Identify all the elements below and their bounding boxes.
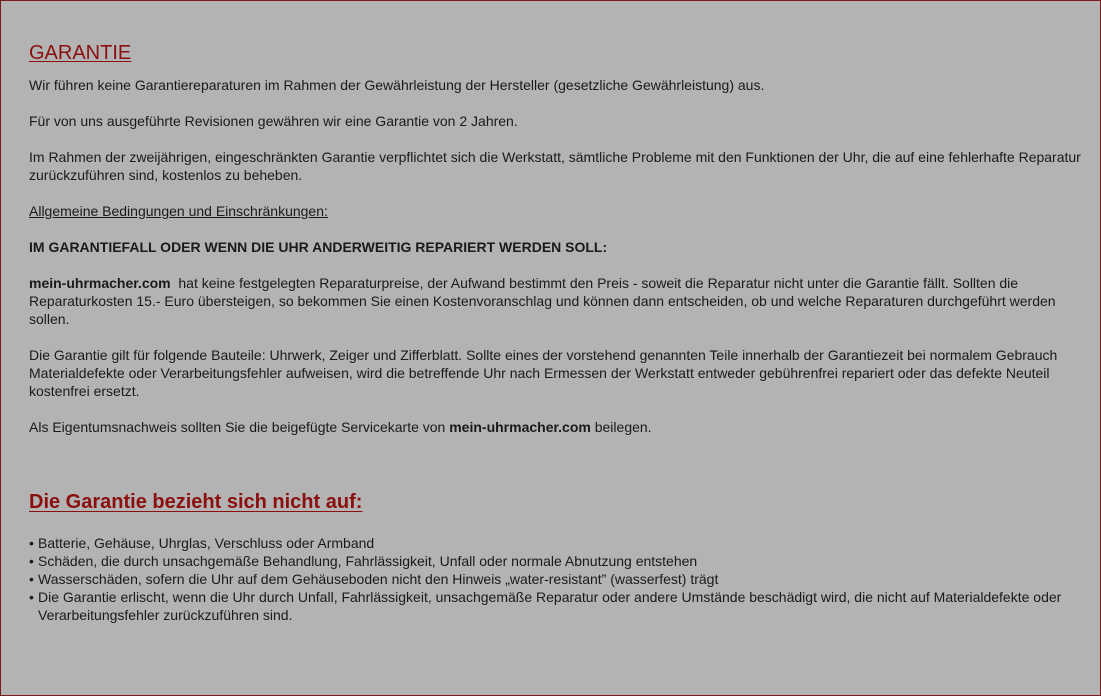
list-item: • Die Garantie erlischt, wenn die Uhr durch Unfall, Fahrlässigkeit, unsachgemäße Reparatur oder andere Umstände beschädigt wird, die nicht auf Materialdefekte oder Verarbeitungsfehler zurückzuführen sind. <box>29 588 1091 624</box>
warranty-case-heading: IM GARANTIEFALL ODER WENN DIE UHR ANDERWEITIG REPARIERT WERDEN SOLL: <box>29 239 608 255</box>
proof-text-after: beilegen. <box>590 419 652 435</box>
paragraph-two-year-warranty: Für von uns ausgeführte Revisionen gewähren wir eine Garantie von 2 Jahren. <box>29 113 518 129</box>
proof-text-before: Als Eigentumsnachweis sollten Sie die beigefügte Servicekarte von <box>29 419 450 435</box>
paragraph-limited-warranty: Im Rahmen der zweijährigen, eingeschränkten Garantie verpflichtet sich die Werkstatt, sämtliche Probleme mit den Funktionen der Uhr, die auf eine fehlerhafte Reparatur zurückzuführen sind, kostenlos zu beheben. <box>29 149 1081 183</box>
conditions-heading-text: Allgemeine Bedingungen und Einschränkungen: <box>29 203 328 219</box>
brand-name-inline: mein-uhrmacher.com <box>449 419 591 435</box>
paragraph-covered-parts: Die Garantie gilt für folgende Bauteile: Uhrwerk, Zeiger und Zifferblatt. Sollte eines der vorstehend genannten Teile innerhalb der Garantiezeit bei normalem Gebrauch Materialdefekte oder Verarbeitungsfehler aufweisen, wird die betreffende Uhr nach Ermessen der Werkstatt entweder gebührenfrei repariert oder das defekte Neuteil kostenfrei ersetzt. <box>29 347 1058 399</box>
exclusions-gap <box>29 514 1091 534</box>
paragraph-repair-prices-text: hat keine festgelegten Reparaturpreise, der Aufwand bestimmt den Preis - soweit die Reparatur nicht unter die Garantie fällt. Sollten die Reparaturkosten 15.- Euro übersteigen, so bekommen Sie einen Kostenvoranschlag und können dann entscheiden, ob und welche Reparaturen durchgeführt werden sollen. <box>29 275 1060 327</box>
list-item: • Wasserschäden, sofern die Uhr auf dem Gehäuseboden nicht den Hinweis „water-resistant” (wasserfest) trägt <box>29 570 1091 588</box>
paragraph-proof-of-ownership <box>29 418 1091 436</box>
section-spacer <box>29 454 1091 490</box>
warranty-title: GARANTIE <box>29 42 132 64</box>
list-item: • Schäden, die durch unsachgemäße Behandlung, Fahrlässigkeit, Unfall oder normale Abnutzung entstehen <box>29 552 1091 570</box>
paragraph-repair-prices <box>29 274 1091 328</box>
exclusions-title: Die Garantie bezieht sich nicht auf: <box>29 491 363 513</box>
warranty-content <box>29 41 1091 624</box>
paragraph-no-manufacturer-warranty: Wir führen keine Garantiereparaturen im Rahmen der Gewährleistung der Hersteller (gesetzliche Gewährleistung) aus. <box>29 77 765 93</box>
list-item: • Batterie, Gehäuse, Uhrglas, Verschluss oder Armband <box>29 534 1091 552</box>
brand-name: mein-uhrmacher.com <box>29 275 171 291</box>
exclusions-list <box>29 534 1091 624</box>
conditions-heading <box>29 202 1091 220</box>
